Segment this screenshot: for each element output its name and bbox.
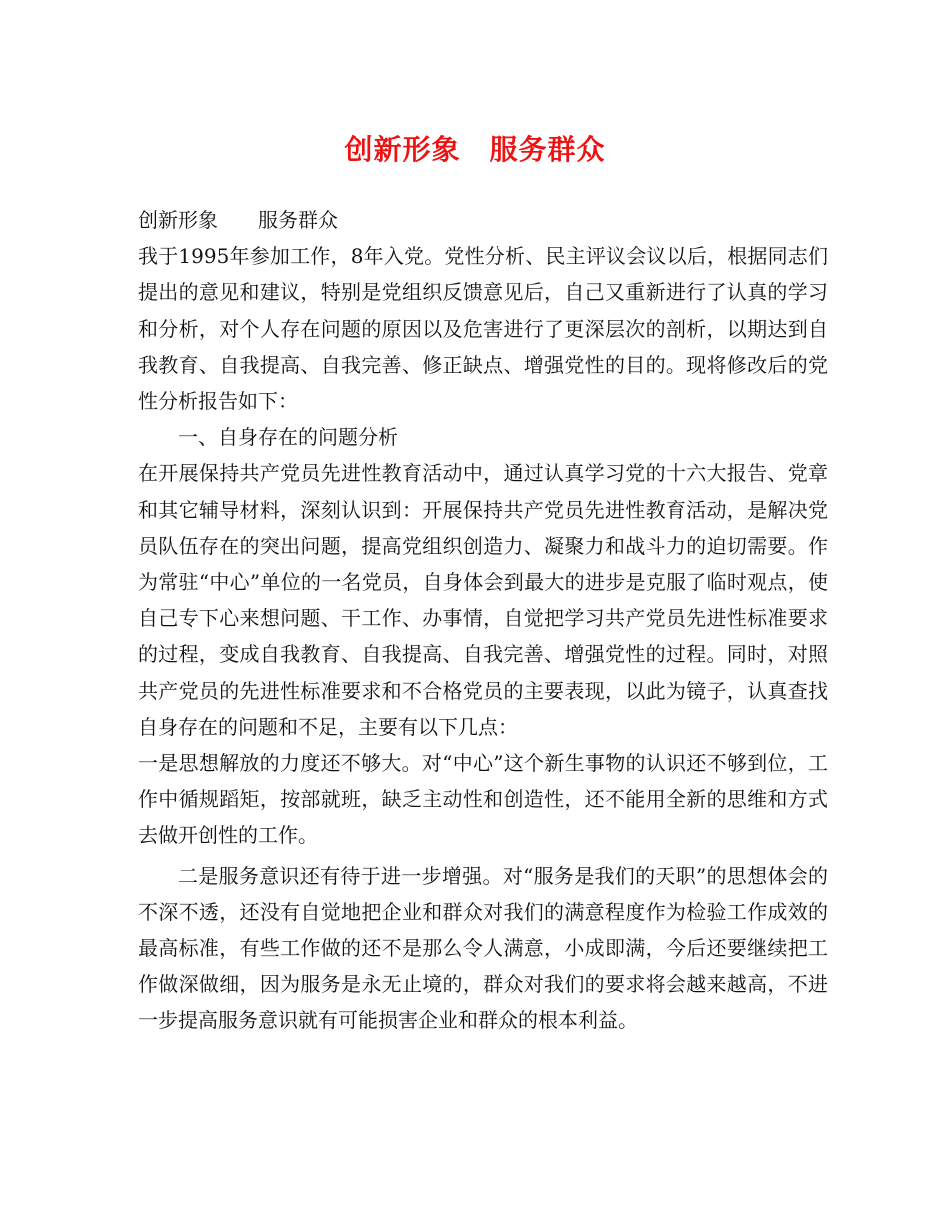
point-two-paragraph: 二是服务意识还有待于进一步增强。对“服务是我们的天职”的思想体会的不深不透，还没有自觉地把企业和群众对我们的满意程度作为检验工作成效的最高标准，有些工作做的还不是那么令人满意，小成即满，今后还要继续把工作做深做细，因为服务是永无止境的，群众对我们的要求将会越来越高，不进一步提高服务意识就有可能损害企业和群众的根本利益。 (138, 863, 828, 1033)
subtitle-line: 创新形象 服务群众 (138, 208, 338, 232)
point-one-paragraph: 一是思想解放的力度还不够大。对“中心”这个新生事物的认识还不够到位，工作中循规蹈矩，按部就班，缺乏主动性和创造性，还不能用全新的思维和方式去做开创性的工作。 (138, 751, 828, 848)
document-title: 创新形象 服务群众 (344, 133, 606, 166)
section-heading: 一、自身存在的问题分析 (178, 425, 398, 450)
intro-paragraph: 我于1995年参加工作，8年入党。党性分析、民主评议会议以后，根据同志们提出的意见和建议，特别是党组织反馈意见后，自己又重新进行了认真的学习和分析，对个人存在问题的原因以及危害进行了更深层次的剖析，以期达到自我教育、自我提高、自我完善、修正缺点、增强党性的目的。现将修改后的党性分析报告如下： (138, 244, 828, 414)
document-body (138, 202, 828, 1039)
analysis-paragraph: 在开展保持共产党员先进性教育活动中，通过认真学习党的十六大报告、党章和其它辅导材料，深刻认识到：开展保持共产党员先进性教育活动，是解决党员队伍存在的突出问题，提高党组织创造力、凝聚力和战斗力的迫切需要。作为常驻“中心”单位的一名党员，自身体会到最大的进步是克服了临时观点，使自己专下心来想问题、干工作、办事情，自觉把学习共产党员先进性标准要求的过程，变成自我教育、自我提高、自我完善、增强党性的过程。同时，对照共产党员的先进性标准要求和不合格党员的主要表现，以此为镜子，认真查找自身存在的问题和不足，主要有以下几点： (138, 461, 828, 739)
